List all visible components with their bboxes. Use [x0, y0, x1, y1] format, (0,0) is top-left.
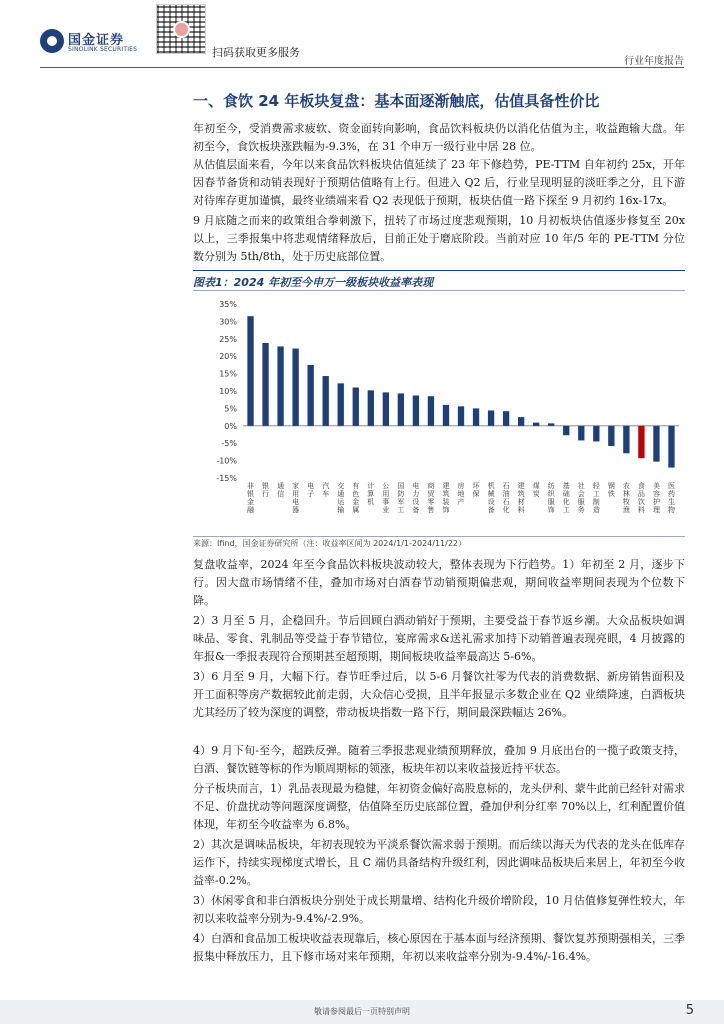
- bar: [593, 426, 599, 442]
- paragraph-seasoning: 2）其次是调味品板块，年初表现较为平淡系餐饮需求弱于预期。而后续以海天为代表的龙头在低库存运作下，持续实现梯度式增长，且 C 端仍具备结构升级红利，因此调味品板块后来居上，年初至今收益率-0.2%。: [193, 838, 685, 887]
- x-tick-label: 交通运输: [337, 482, 345, 514]
- x-tick-label: 汽车: [322, 482, 330, 498]
- y-tick-label: 5%: [224, 404, 237, 414]
- y-tick-label: -10%: [216, 456, 237, 466]
- bar: [338, 383, 344, 425]
- paragraph-dairy: 分子板块而言，1）乳品表现最为稳健，年初资金偏好高股息标的，龙头伊利、蒙牛此前已经针对需求不足、价盘扰动等问题深度调整，估值降至历史底部位置，叠加伊利分红率 70%以上，红利配置价值体现，年初至今收益率为 6.8%。: [193, 782, 685, 831]
- bar: [533, 423, 539, 426]
- paragraph-valuation: 从估值层面来看，今年以来食品饮料板块估值延续了 23 年下修趋势，PE-TTM 自年初约 25x，开年因春节备货和动销表现好于预期估值略有上行。但进入 Q2 后，行业呈现明显的淡旺季之分，且下游对待库存更加谨慎，最终业绩端来看 Q2 表现低于预期，板块估值一路下探至 9 月初约 16x-17x。: [193, 158, 685, 207]
- report-type-label: 行业年度报告: [624, 56, 684, 67]
- bar: [398, 393, 404, 425]
- company-logo: [40, 29, 150, 55]
- y-tick-label: 15%: [219, 369, 237, 379]
- qr-code-icon[interactable]: [156, 4, 206, 54]
- figure-source: 来源：Ifind，国金证券研究所（注：收益率区间为 2024/1/1-2024/11/22）: [193, 539, 467, 548]
- paragraph-intro: 年初至今，受消费需求疲软、资金面转向影响，食品饮料板块仍以消化估值为主，收益跑输大盘。年初至今，食饮板块涨跌幅为-9.3%，在 31 个申万一级行业中居 28 位。: [193, 122, 685, 153]
- bar: [638, 426, 644, 458]
- x-tick-label: 石油石化: [502, 482, 510, 514]
- y-tick-label: 20%: [219, 352, 237, 362]
- page-number: 5: [685, 1003, 694, 1018]
- x-tick-label: 建筑材料: [517, 482, 525, 514]
- bar: [473, 408, 479, 425]
- paragraph-liquor: 4）白酒和食品加工板块收益表现靠后，核心原因在于基本面与经济预期、餐饮复苏预期强相关，三季报集中释放压力，且下修市场对来年预期，年初以来收益率分别为-9.4%/-16.4%。: [193, 932, 685, 963]
- x-tick-label: 建筑装饰: [442, 482, 450, 514]
- footer-disclaimer: 敬请参阅最后一页特别声明: [314, 1007, 410, 1016]
- x-tick-label: 银行: [262, 482, 270, 498]
- logo-cn-text: 国金证券: [68, 33, 125, 48]
- bar: [578, 426, 584, 441]
- x-tick-label: 计算机: [367, 482, 375, 506]
- y-tick-label: -5%: [221, 439, 237, 449]
- bar: [458, 406, 464, 425]
- paragraph-review: 复盘收益率，2024 年至今食品饮料板块波动较大，整体表现为下行趋势。1）年初至 2 月，逐步下行。因大盘市场情绪不佳，叠加市场对白酒春节动销预期偏悲观，期间收益率期间表现为个位数下降。: [193, 558, 685, 607]
- figure-bottom-rule: [193, 536, 685, 537]
- bar: [262, 343, 268, 426]
- bar: [563, 426, 569, 435]
- x-tick-label: 有色金属: [352, 482, 360, 514]
- paragraph-snacks: 3）休闲零食和非白酒板块分别处于成长期量增、结构化升级价增阶段，10 月估值修复弹性较大，年初以来收益率分别为-9.4%/-2.9%。: [193, 894, 685, 925]
- figure-top-rule: [193, 270, 685, 271]
- bar: [368, 390, 374, 425]
- x-tick-label: 电力设备: [412, 482, 420, 514]
- x-tick-label: 家用电器: [292, 482, 300, 514]
- bar: [323, 376, 329, 426]
- x-tick-label: 食品饮料: [637, 482, 645, 514]
- bar: [292, 349, 298, 426]
- x-tick-label: 美容护理: [652, 482, 660, 514]
- x-tick-label: 轻工制造: [592, 482, 600, 514]
- x-tick-label: 农林牧渔: [622, 482, 630, 514]
- paragraph-phase-4: 4）9 月下旬-至今，超跌反弹。随着三季报悲观业绩预期释放，叠加 9 月底出台的一揽子政策支持，白酒、餐饮链等标的作为顺周期标的领涨，板块年初以来收益接近持平状态。: [193, 744, 685, 775]
- y-tick-label: 30%: [219, 317, 237, 327]
- paragraph-phase-2: 2）3 月至 5 月，企稳回升。节后回顾白酒动销好于预期，主要受益于春节返乡潮。大众品板块如调味品、零食、乳制品等受益于春节错位，宴席需求&送礼需求加持下动销普遍表现亮眼，4 月披露的年报&一季报表现符合预期甚至超预期，期间板块收益率最高达 5-6%。: [193, 614, 685, 663]
- figure-title: 图表1：2024 年初至今申万一级板块收益率表现: [193, 276, 434, 289]
- paragraph-policy: 9 月底随之而来的政策组合拳刺激下，扭转了市场过度悲观预期，10 月初板块估值逐步修复至 20x 以上，三季报集中将悲观情绪释放后，目前正处于磨底阶段。当前对应 10 年/5 年的 PE-TTM 分位数分别为 5th/8th，处于历史底部位置。: [193, 214, 685, 263]
- bar: [277, 346, 283, 425]
- x-tick-label: 通信: [277, 482, 285, 498]
- qr-caption: 扫码获取更多服务: [212, 46, 300, 59]
- header-divider: [40, 67, 684, 68]
- y-tick-label: 25%: [219, 334, 237, 344]
- bar: [608, 426, 614, 446]
- bar: [623, 426, 629, 453]
- y-tick-label: 35%: [219, 300, 237, 309]
- bar: [548, 423, 554, 425]
- bar: [383, 392, 389, 425]
- x-tick-label: 商贸零售: [427, 482, 435, 514]
- x-tick-label: 医药生物: [667, 482, 675, 514]
- x-tick-label: 房地产: [457, 482, 465, 506]
- bar: [653, 426, 659, 462]
- bar: [488, 410, 494, 425]
- x-tick-label: 纺织服饰: [547, 482, 555, 514]
- sector-return-bar-chart: [193, 292, 685, 532]
- section-title: 一、食饮 24 年板块复盘：基本面逐渐触底，估值具备性价比: [193, 92, 600, 110]
- logo-mark-icon: [40, 29, 64, 53]
- y-tick-label: 0%: [224, 421, 237, 431]
- x-tick-label: 社会服务: [577, 482, 585, 514]
- x-tick-label: 国防军工: [397, 482, 405, 514]
- bar: [247, 316, 253, 426]
- y-tick-label: -15%: [216, 474, 237, 483]
- bar: [668, 426, 674, 468]
- bar: [518, 417, 524, 426]
- logo-en-text: SINOLINK SECURITIES: [68, 46, 138, 53]
- paragraph-phase-3: 3）6 月至 9 月，大幅下行。春节旺季过后，以 5-6 月餐饮社零为代表的消费数据、新房销售面积及开工面积等房产数据较此前走弱，大众信心受损，且半年报显示多数企业在 Q2 业绩降速，白酒板块尤其经历了较为深度的调整，带动板块指数一路下行，期间最深跌幅达 26%。: [193, 670, 685, 719]
- bar: [413, 396, 419, 426]
- x-tick-label: 基础化工: [562, 482, 570, 514]
- figure-title-rule: [193, 290, 685, 291]
- bar: [443, 405, 449, 426]
- bar: [503, 411, 509, 426]
- x-tick-label: 机械设备: [487, 482, 495, 514]
- x-tick-label: 非银金融: [247, 482, 255, 514]
- qr-center-badge: [173, 21, 190, 38]
- bar: [307, 365, 313, 426]
- bar: [428, 396, 434, 426]
- x-tick-label: 环保: [472, 482, 480, 498]
- bar: [353, 388, 359, 426]
- x-tick-label: 电子: [307, 482, 315, 498]
- x-tick-label: 公用事业: [382, 482, 390, 514]
- y-tick-label: 10%: [219, 387, 237, 396]
- x-tick-label: 钢铁: [607, 482, 615, 498]
- x-tick-label: 煤炭: [532, 482, 540, 498]
